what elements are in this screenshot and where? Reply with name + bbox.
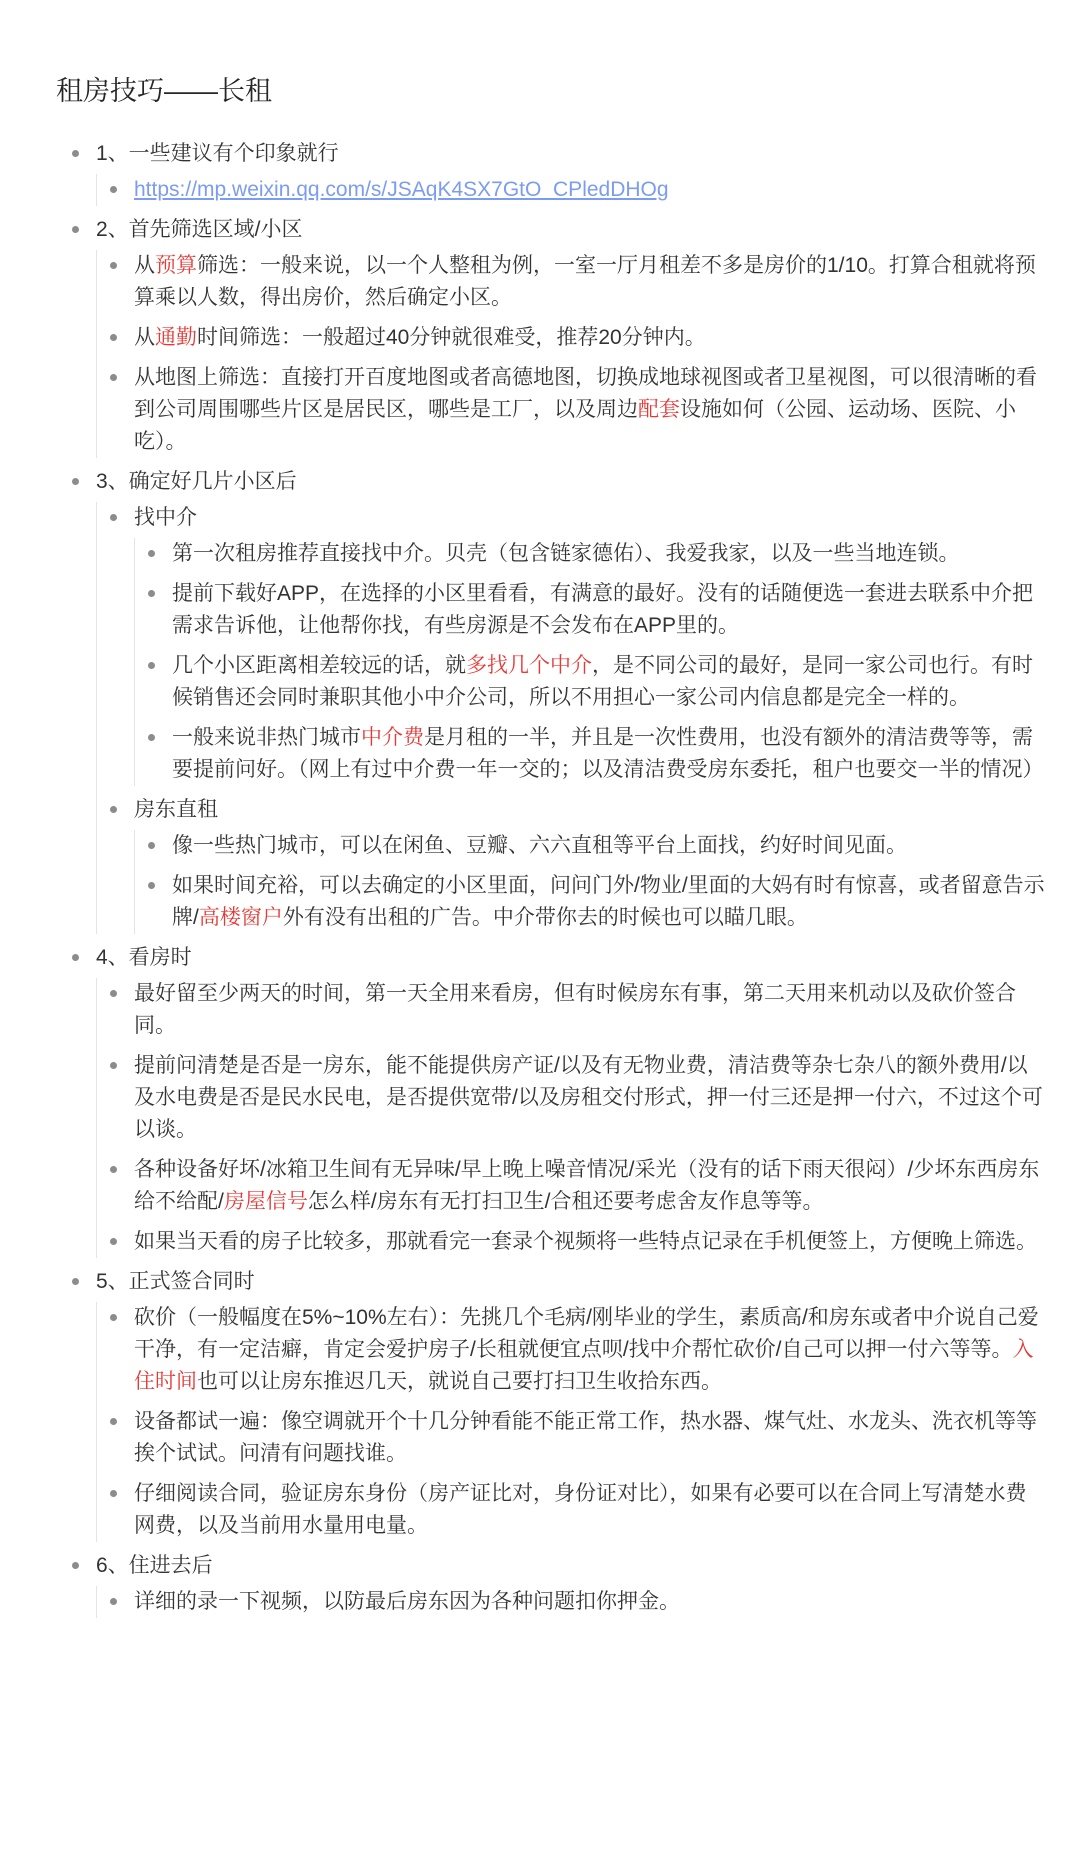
list-item-text [134, 322, 1046, 354]
list-item [134, 1478, 1046, 1542]
body-text: 外有没有出租的广告。中介带你去的时候也可以瞄几眼。 [282, 906, 808, 929]
list-item-text [134, 1154, 1046, 1218]
list-item-text [172, 538, 1046, 570]
list-item [134, 1154, 1046, 1218]
highlight-text: 中介费 [361, 726, 424, 749]
body-text: 从地图上筛选：直接打开百度地图或者高德地图，切换成地球视图或者卫星视图，可以很清晰的看到公司周围哪些片区是居民区，哪些是工厂，以及周边 [134, 366, 1037, 421]
nested-list [134, 502, 1046, 934]
body-text: 第一次租房推荐直接找中介。贝壳（包含链家德佑）、我爱我家，以及一些当地连锁。 [172, 542, 960, 565]
list-item-text [134, 362, 1046, 458]
list-item-text [134, 1050, 1046, 1146]
list-item-text [134, 1302, 1046, 1398]
list-item [172, 578, 1046, 642]
nested-list [134, 1586, 1046, 1618]
highlight-text: 预算 [155, 254, 197, 277]
section-item [56, 1550, 1046, 1618]
article-link[interactable]: https://mp.weixin.qq.com/s/JSAqK4SX7GtO_CPledDHOg [134, 178, 669, 201]
nested-list [134, 978, 1046, 1258]
nested-list [134, 250, 1046, 458]
body-text: 是月租的一半，并且是一次性费用，也没有额外的清洁费等等，需要提前问好。（网上有过中介费一年一交的；以及清洁费受房东委托，租户也要交一半的情况） [172, 726, 1044, 781]
list-item-text [134, 1226, 1046, 1258]
body-text: 最好留至少两天的时间，第一天全用来看房，但有时候房东有事，第二天用来机动以及砍价签合同。 [134, 982, 1016, 1037]
nested-list-container [96, 1586, 1046, 1618]
list-item-text [134, 502, 1046, 534]
body-text: 设施如何（公园、运动场、医院、小吃）。 [134, 398, 1016, 453]
section-heading [96, 1550, 1046, 1582]
nested-list [134, 174, 1046, 206]
body-text: 如果当天看的房子比较多，那就看完一套录个视频将一些特点记录在手机便签上，方便晚上筛选。 [134, 1230, 1037, 1253]
body-text: 从 [134, 326, 155, 349]
body-text: 砍价（一般幅度在5%~10%左右）：先挑几个毛病/刚毕业的学生，素质高/和房东或者中介说自己爱干净，有一定洁癖，肯定会爱护房子/长租就便宜点呗/找中介帮忙砍价/自己可以押一付六等等。 [134, 1306, 1039, 1361]
nested-list-container [96, 250, 1046, 458]
section-heading [96, 214, 1046, 246]
body-text: 提前问清楚是否是一房东，能不能提供房产证/以及有无物业费，清洁费等杂七杂八的额外费用/以及水电费是否是民水民电，是否提供宽带/以及房租交付形式，押一付三还是押一付六，不过这个可以谈。 [134, 1054, 1043, 1141]
nested-list-container [134, 538, 1046, 786]
list-item [172, 830, 1046, 862]
section-heading [96, 942, 1046, 974]
nested-list [172, 538, 1046, 786]
list-item-text [172, 650, 1046, 714]
body-text: 一般来说非热门城市 [172, 726, 361, 749]
section-heading [96, 138, 1046, 170]
section-heading-text: 4、看房时 [96, 946, 192, 969]
page-title: 租房技巧——长租 [56, 76, 272, 106]
list-item [134, 978, 1046, 1042]
list-item-text [134, 250, 1046, 314]
section-heading-text: 5、正式签合同时 [96, 1270, 255, 1293]
body-text: 仔细阅读合同，验证房东身份（房产证比对，身份证对比），如果有必要可以在合同上写清楚水费网费，以及当前用水量用电量。 [134, 1482, 1027, 1537]
body-text: 怎么样/房东有无打扫卫生/合租还要考虑舍友作息等等。 [307, 1190, 824, 1213]
body-text: 设备都试一遍：像空调就开个十几分钟看能不能正常工作，热水器、煤气灶、水龙头、洗衣机等等挨个试试。问清有问题找谁。 [134, 1410, 1037, 1465]
highlight-text: 多找几个中介 [466, 654, 592, 677]
list-item [134, 1050, 1046, 1146]
list-item-text [134, 1478, 1046, 1542]
list-item [172, 538, 1046, 570]
list-item [172, 650, 1046, 714]
body-text: 几个小区距离相差较远的话，就 [172, 654, 466, 677]
outline-list [56, 138, 1046, 1618]
nested-list-container [96, 174, 1046, 206]
list-item [172, 722, 1046, 786]
body-text: 提前下载好APP，在选择的小区里看看，有满意的最好。没有的话随便选一套进去联系中介把需求告诉他，让他帮你找，有些房源是不会发布在APP里的。 [172, 582, 1034, 637]
list-item [134, 502, 1046, 786]
nested-list-container [96, 1302, 1046, 1542]
section-heading-text: 2、首先筛选区域/小区 [96, 218, 303, 241]
nested-list-container [96, 502, 1046, 934]
body-text: 时间筛选：一般超过40分钟就很难受，推荐20分钟内。 [197, 326, 706, 349]
list-item-text [172, 578, 1046, 642]
nested-list-container [134, 830, 1046, 934]
list-item [134, 250, 1046, 314]
list-item [134, 794, 1046, 934]
body-text: 如果时间充裕，可以去确定的小区里面，问问门外/物业/里面的大妈有时有惊喜，或者留意告示牌/ [172, 874, 1045, 929]
list-item-text [134, 794, 1046, 826]
section-heading-text: 1、一些建议有个印象就行 [96, 142, 339, 165]
list-item [134, 322, 1046, 354]
list-item [172, 870, 1046, 934]
body-text: 各种设备好坏/冰箱卫生间有无异味/早上晚上噪音情况/采光（没有的话下雨天很闷）/少坏东西房东给不给配/ [134, 1158, 1040, 1213]
section-heading [96, 1266, 1046, 1298]
list-item [134, 1406, 1046, 1470]
body-text: 找中介 [134, 506, 197, 529]
list-item-text [134, 978, 1046, 1042]
list-item-text [134, 1406, 1046, 1470]
list-item-text [134, 174, 1046, 206]
highlight-text: 入住时间 [134, 1338, 1034, 1393]
section-heading-text: 3、确定好几片小区后 [96, 470, 297, 493]
list-item-text [172, 870, 1046, 934]
highlight-text: 高楼窗户 [198, 906, 283, 929]
nested-list [172, 830, 1046, 934]
list-item [134, 1586, 1046, 1618]
nested-list [134, 1302, 1046, 1542]
body-text: 详细的录一下视频，以防最后房东因为各种问题扣你押金。 [134, 1590, 680, 1613]
body-text: ，是不同公司的最好，是同一家公司也行。有时候销售还会同时兼职其他小中介公司，所以不用担心一家公司内信息都是完全一样的。 [172, 654, 1033, 709]
section-heading [96, 466, 1046, 498]
section-item [56, 1266, 1046, 1542]
body-text: 房东直租 [134, 798, 218, 821]
highlight-text: 通勤 [155, 326, 197, 349]
list-item [134, 174, 1046, 206]
section-item [56, 466, 1046, 934]
nested-list-container [96, 978, 1046, 1258]
list-item [134, 1302, 1046, 1398]
section-item [56, 942, 1046, 1258]
list-item [134, 1226, 1046, 1258]
body-text: 从 [134, 254, 155, 277]
body-text: 筛选：一般来说，以一个人整租为例，一室一厅月租差不多是房价的1/10。打算合租就将预算乘以人数，得出房价，然后确定小区。 [134, 254, 1036, 309]
section-item [56, 214, 1046, 458]
highlight-text: 房屋信号 [223, 1190, 308, 1213]
list-item-text [172, 722, 1046, 786]
list-item-text [134, 1586, 1046, 1618]
list-item [134, 362, 1046, 458]
highlight-text: 配套 [638, 398, 680, 421]
body-text: 也可以让房东推迟几天，就说自己要打扫卫生收拾东西。 [197, 1370, 722, 1393]
body-text: 像一些热门城市，可以在闲鱼、豆瓣、六六直租等平台上面找，约好时间见面。 [172, 834, 907, 857]
section-item [56, 138, 1046, 206]
list-item-text [172, 830, 1046, 862]
section-heading-text: 6、住进去后 [96, 1554, 213, 1577]
